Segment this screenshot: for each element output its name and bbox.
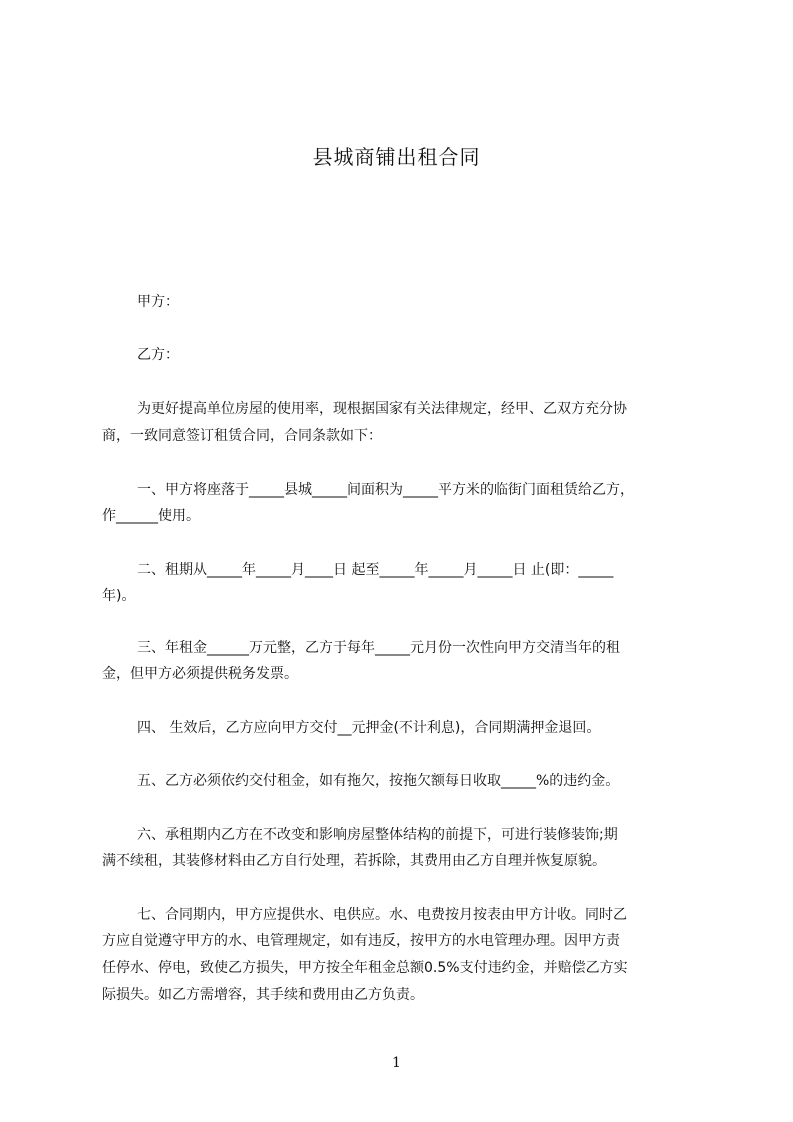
clause-line: 七、合同期内，甲方应提供水、电供应。水、电费按月按表由甲方计收。同时乙: [137, 907, 627, 923]
clause-line: 六、承租期内乙方在不改变和影响房屋整体结构的前提下，可进行装修装饰;期: [137, 827, 618, 843]
clause-line: 方应自觉遵守甲方的水、电管理规定，如有违反，按甲方的水电管理办理。因甲方责: [102, 933, 620, 949]
clause-line: 五、乙方必须依约交付租金，如有拖欠，按拖欠额每日收取_____%的违约金。: [137, 773, 620, 789]
clause-line: 三、年租金______万元整，乙方于每年_____元月份一次性向甲方交清当年的租: [137, 640, 620, 656]
clause-line: 任停水、停电，致使乙方损失，甲方按全年租金总额0.5%支付违约金，并赔偿乙方实: [102, 960, 628, 976]
document-title: 县城商铺出租合同: [312, 145, 481, 169]
clause-line: 满不续租，其装修材料由乙方自行处理，若拆除，其费用由乙方自理并恢复原貌。: [102, 853, 606, 869]
page-number: 1: [392, 1055, 401, 1071]
party-a-label: 甲方：: [137, 294, 179, 310]
clause-line: 一、甲方将座落于_____县城_____间面积为_____平方米的临街门面租赁给乙方，: [137, 482, 634, 498]
intro-line: 为更好提高单位房屋的使用率，现根据国家有关法律规定，经甲、乙双方充分协: [137, 401, 627, 417]
clause-line: 作______使用。: [102, 508, 200, 524]
clause-line: 际损失。如乙方需增容，其手续和费用由乙方负责。: [102, 987, 424, 1003]
clause-line: 年)。: [102, 588, 136, 604]
clause-line: 金，但甲方必须提供税务发票。: [102, 666, 298, 682]
clause-line: 四、 生效后，乙方应向甲方交付__元押金(不计利息)，合同期满押金退回。: [137, 720, 601, 736]
intro-line: 商，一致同意签订租赁合同，合同条款如下：: [102, 428, 382, 444]
party-b-label: 乙方：: [137, 347, 179, 363]
clause-line: 二、租期从_____年_____月____日 起至_____年_____月_____日 止(即：_____: [137, 562, 614, 578]
